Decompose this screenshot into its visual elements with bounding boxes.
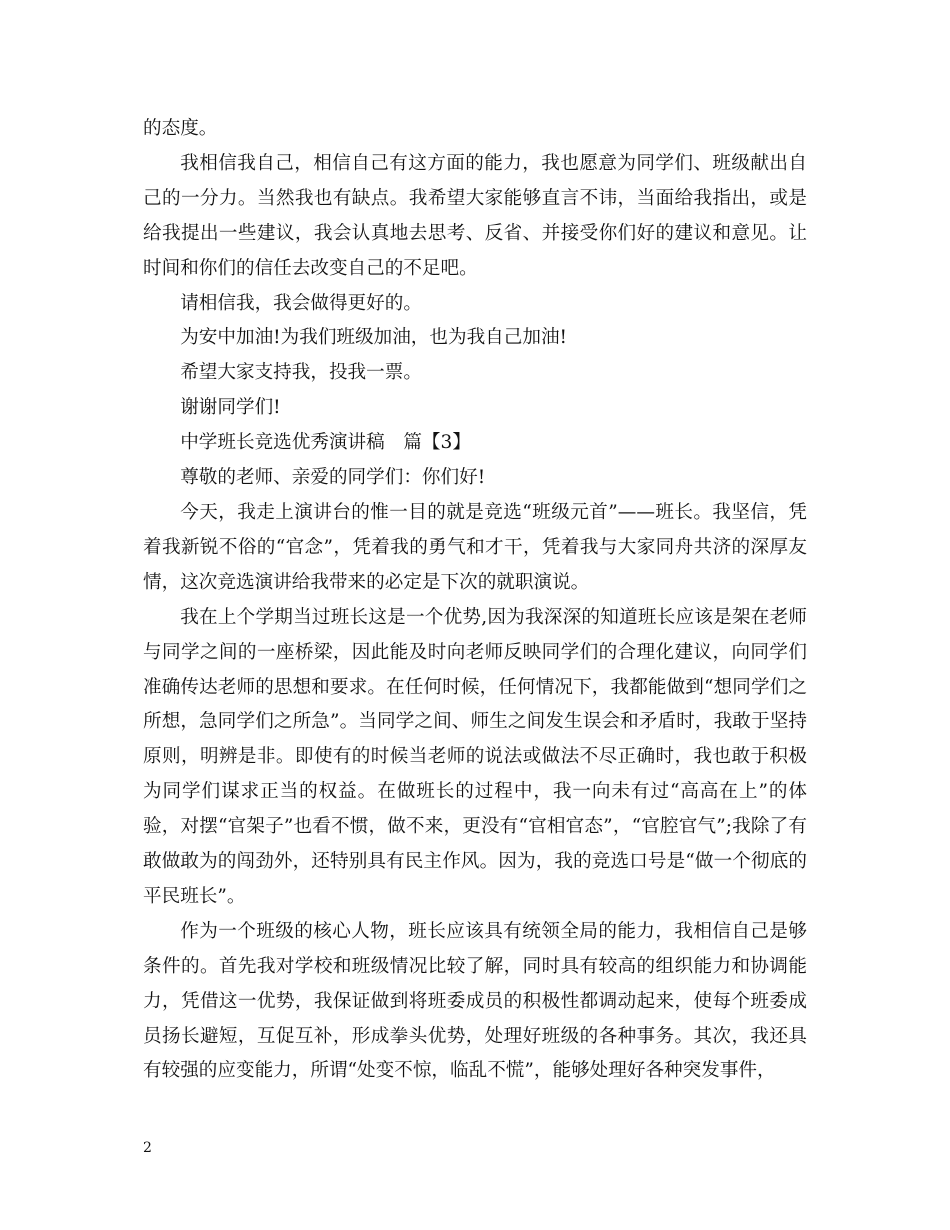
- paragraph: 为安中加油!为我们班级加油，也为我自己加油!: [180, 327, 568, 349]
- paragraph: 我相信我自己，相信自己有这方面的能力，我也愿意为同学们、班级献出自己的一分力。当然我也有缺点。我希望大家能够直言不讳，当面给我指出，或是给我提出一些建议，我会认真地去思考、反省、并接受你们好的建议和意见。让时间和你们的信任去改变自己的不足吧。: [143, 152, 807, 279]
- paragraph: 我在上个学期当过班长这是一个优势,因为我深深的知道班长应该是架在老师与同学之间的一座桥梁，因此能及时向老师反映同学们的合理化建议，向同学们准确传达老师的思想和要求。在任何时候，任何情况下，我都能做到“想同学们之所想，急同学们之所急”。当同学之间、师生之间发生误会和矛盾时，我敢于坚持原则，明辨是非。即使有的时候当老师的说法或做法不尽正确时，我也敢于积极为同学们谋求正当的权益。在做班长的过程中，我一向未有过“高高在上”的体验，对摆“官架子”也看不惯，做不来，更没有“官相官态”，“官腔官气”;我除了有敢做敢为的闯劲外，还特别具有民主作风。因为，我的竞选口号是“做一个彻底的平民班长”。: [143, 606, 807, 907]
- paragraph: 谢谢同学们!: [180, 397, 281, 419]
- page-number: 2: [143, 1140, 152, 1156]
- paragraph: 今天，我走上演讲台的惟一目的就是竞选“班级元首”——班长。我坚信，凭着我新锐不俗的“官念”，凭着我的勇气和才干，凭着我与大家同舟共济的深厚友情，这次竞选演讲给我带来的必定是下次的就职演说。: [143, 501, 807, 593]
- paragraph: 作为一个班级的核心人物，班长应该具有统领全局的能力，我相信自己是够条件的。首先我对学校和班级情况比较了解，同时具有较高的组织能力和协调能力，凭借这一优势，我保证做到将班委成员的积极性都调动起来，使每个班委成员扬长避短，互促互补，形成拳头优势，处理好班级的各种事务。其次，我还具有较强的应变能力，所谓“处变不惊，临乱不慌”，能够处理好各种突发事件，: [143, 920, 807, 1082]
- paragraph: 的态度。: [143, 118, 218, 139]
- document-body: [143, 112, 807, 1089]
- paragraph: 尊敬的老师、亲爱的同学们：你们好!: [180, 467, 486, 489]
- paragraph: 请相信我，我会做得更好的。: [180, 292, 422, 314]
- section-heading: 中学班长竞选优秀演讲稿 篇【3】: [180, 432, 471, 454]
- paragraph: 希望大家支持我，投我一票。: [180, 362, 422, 384]
